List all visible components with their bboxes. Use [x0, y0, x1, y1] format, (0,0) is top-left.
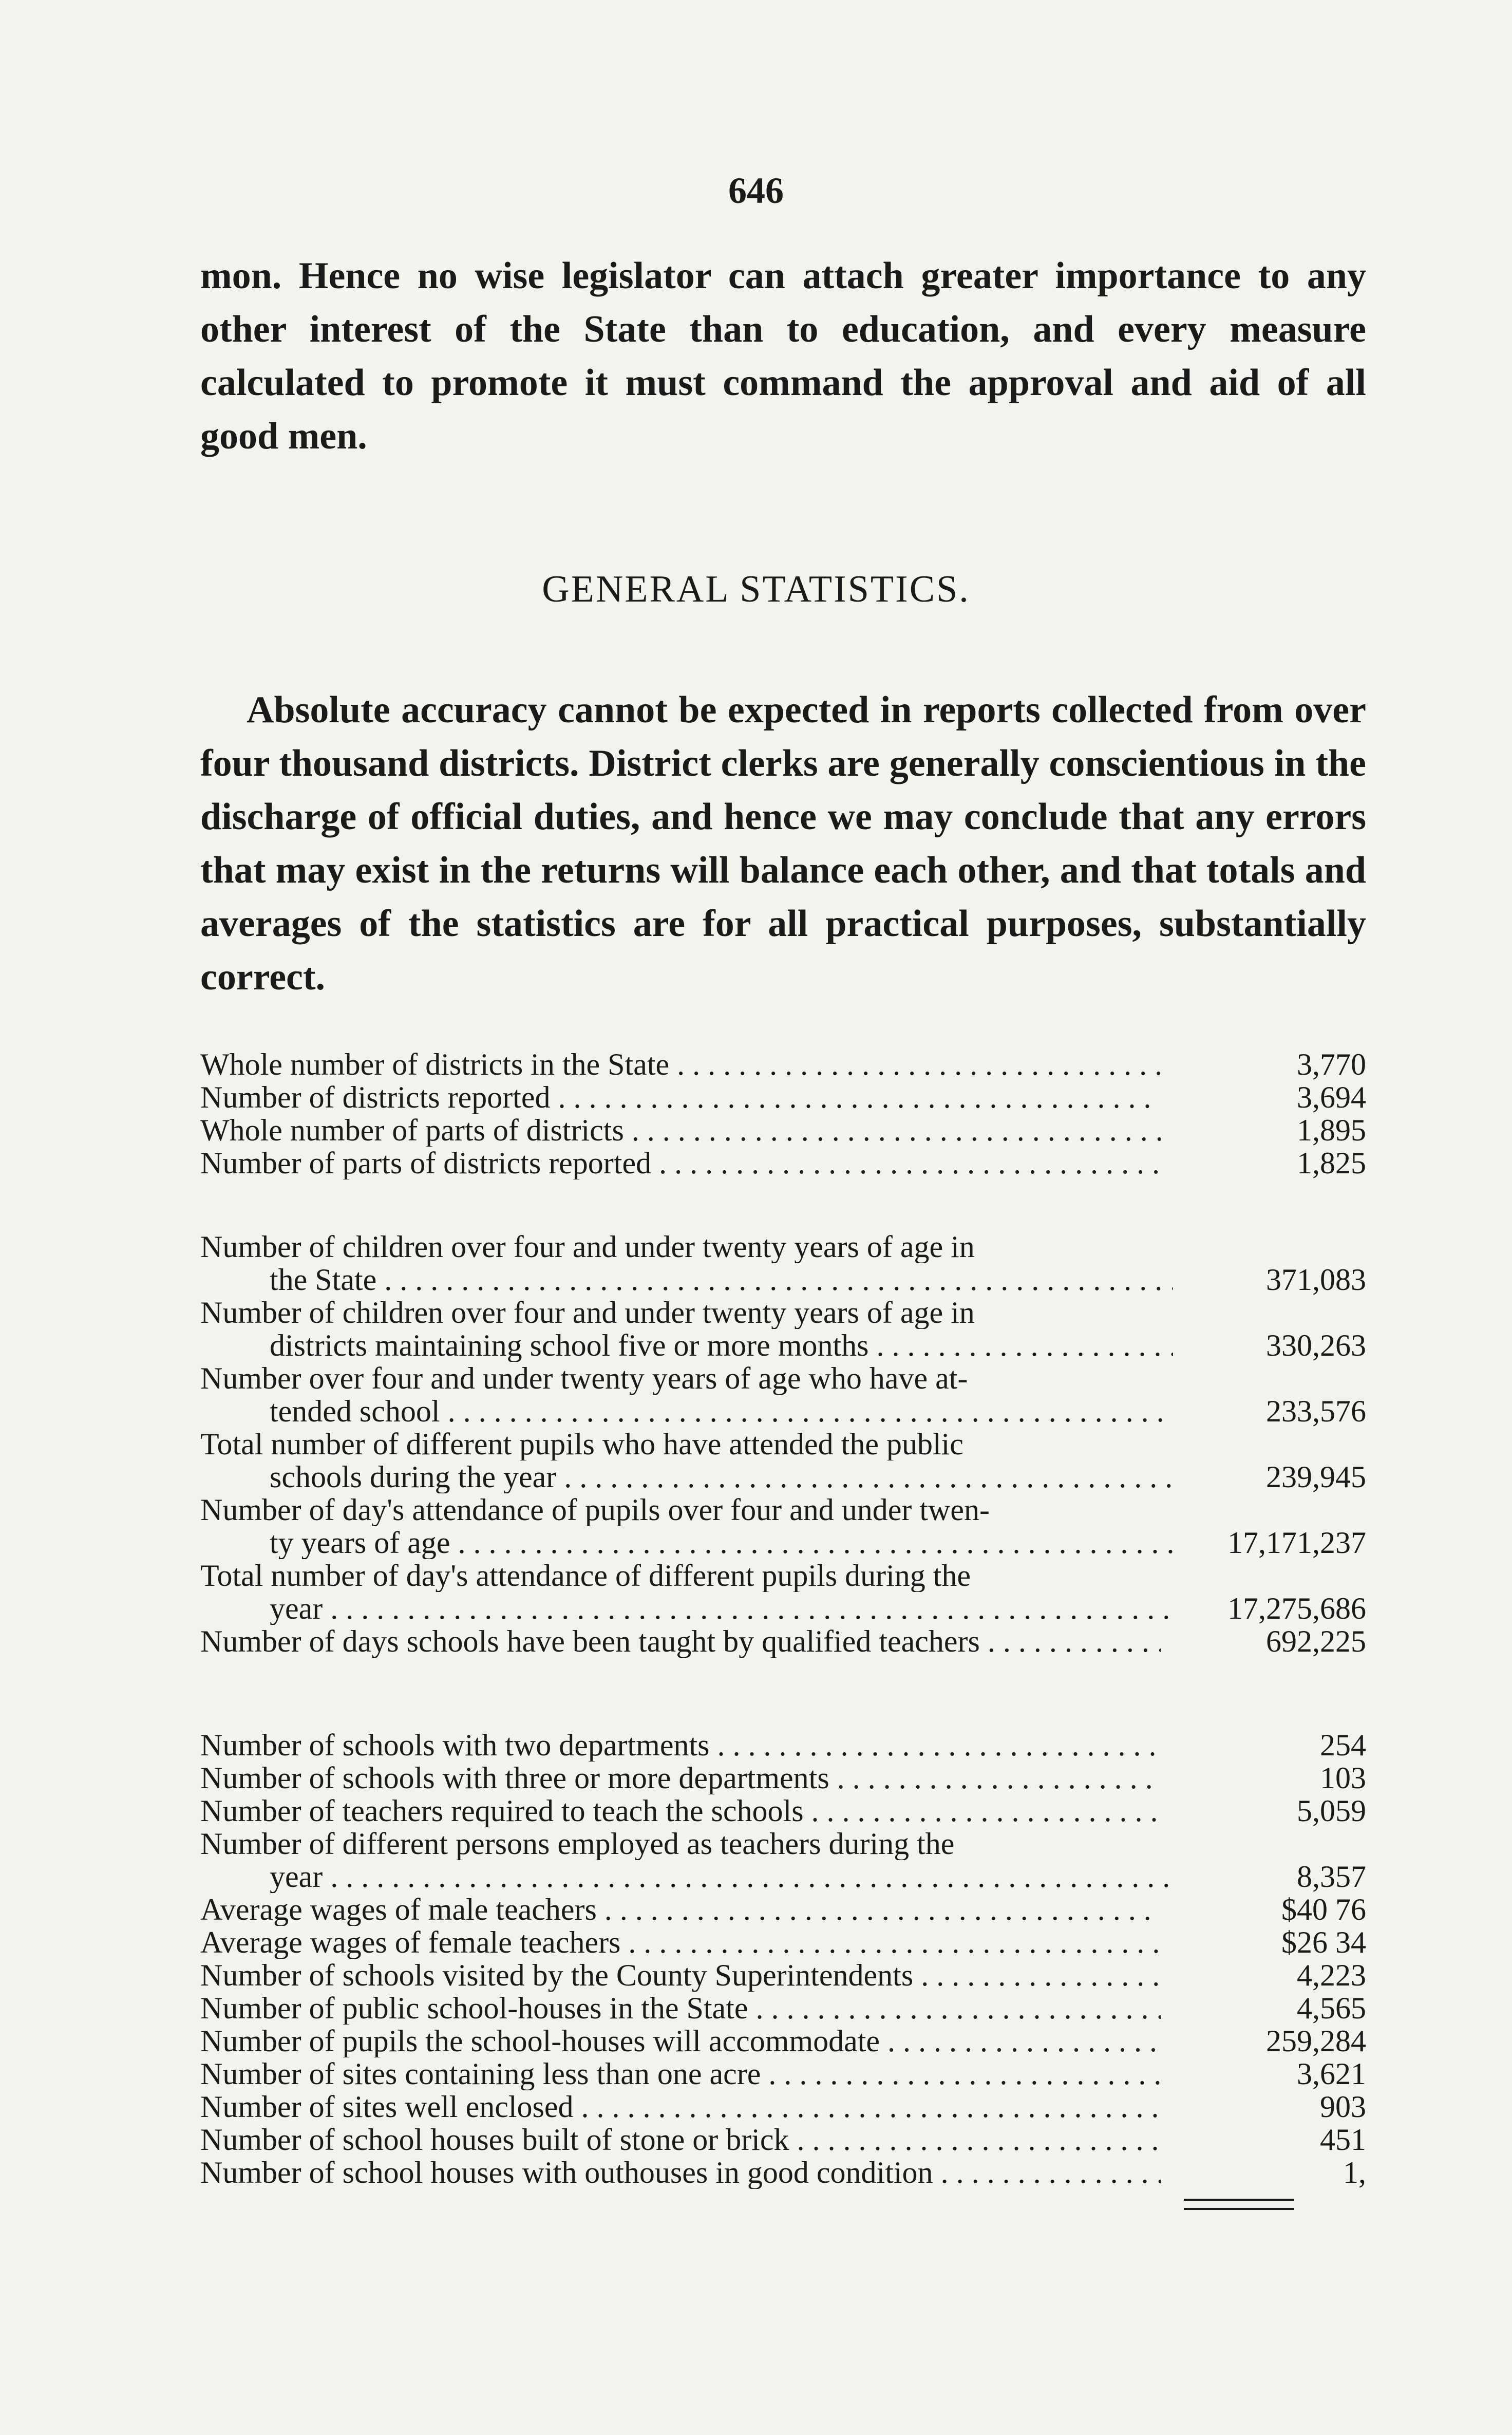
row-label: Number of schools visited by the County Superintendents . . . [200, 1959, 1161, 1992]
row-value: 1,895 [1297, 1113, 1366, 1147]
row-value: 233,576 [1266, 1394, 1366, 1428]
table-row [200, 1992, 1366, 2025]
table-row [200, 1592, 1366, 1625]
row-value: 1,825 [1297, 1146, 1366, 1180]
row-value: 239,945 [1266, 1460, 1366, 1494]
table-row-first-line [200, 1362, 1366, 1395]
row-label-continuation: tended school . . . [200, 1395, 1173, 1428]
row-value: 254 [1320, 1728, 1366, 1762]
table-row [200, 1114, 1366, 1147]
row-value: 8,357 [1297, 1860, 1366, 1894]
row-label: Number of school houses with outhouses in good condition . . . [200, 2156, 1161, 2189]
row-value: 3,770 [1297, 1047, 1366, 1081]
row-label: Whole number of districts in the State . . . [200, 1048, 1161, 1081]
row-label-continuation: ty years of age . . . [200, 1526, 1173, 1559]
table-row [200, 2156, 1366, 2189]
row-label: Number of districts reported . . . [200, 1081, 1161, 1114]
row-label: Number of schools with three or more departments . . . [200, 1762, 1161, 1794]
row-value: 3,694 [1297, 1080, 1366, 1114]
table-row [200, 2123, 1366, 2156]
row-value: 903 [1320, 2090, 1366, 2124]
row-label: Number of public school-houses in the State . . . [200, 1992, 1161, 2025]
table-row [200, 1263, 1366, 1296]
row-label: Total number of day's attendance of different pupils during the [200, 1559, 971, 1592]
row-label-continuation: schools during the year . . . [200, 1460, 1173, 1493]
table-row [200, 1395, 1366, 1428]
table-row [200, 1729, 1366, 1762]
row-value: 17,171,237 [1227, 1526, 1366, 1560]
row-value: 103 [1320, 1761, 1366, 1795]
row-label: Average wages of male teachers . . . [200, 1893, 1161, 1926]
table-row-first-line [200, 1428, 1366, 1460]
table-row-first-line [200, 1559, 1366, 1592]
body-paragraph: Absolute accuracy cannot be expected in reports collected from over four thousand districts. District clerks are generally conscientious in the discharge of official duties, and hence we may conclude that any errors that may exist in the returns will balance each other, and that totals and averages of the statistics are for all practical purposes, substantially correct. [200, 689, 1366, 998]
row-label: Number of different persons employed as teachers during the [200, 1827, 955, 1860]
schools-table [200, 1729, 1366, 2189]
row-value: 5,059 [1297, 1794, 1366, 1828]
table-row-first-line [200, 1827, 1366, 1860]
table-row-first-line [200, 1296, 1366, 1329]
row-value: 259,284 [1266, 2024, 1366, 2058]
table-row [200, 1460, 1366, 1493]
table-row [200, 1926, 1366, 1959]
row-value: $26 34 [1281, 1925, 1366, 1959]
row-label: Number over four and under twenty years of age who have at- [200, 1362, 968, 1395]
section-heading: GENERAL STATISTICS. [542, 568, 970, 610]
row-value: 17,275,686 [1227, 1591, 1366, 1625]
row-value: 371,083 [1266, 1263, 1366, 1297]
table-row [200, 1147, 1366, 1179]
row-label: Number of days schools have been taught by qualified teachers . . . [200, 1625, 1161, 1658]
table-row [200, 1081, 1366, 1114]
row-label: Number of pupils the school-houses will accommodate . . . [200, 2025, 1161, 2057]
row-label: Number of teachers required to teach the schools . . . [200, 1794, 1161, 1827]
table-row [200, 1048, 1366, 1081]
table-row [200, 1959, 1366, 1992]
row-label: Number of children over four and under twenty years of age in [200, 1296, 975, 1329]
table-row [200, 2090, 1366, 2123]
row-label-continuation: the State . . . [200, 1263, 1173, 1296]
row-label: Number of schools with two departments . . . [200, 1729, 1161, 1762]
table-row [200, 1860, 1366, 1893]
table-row [200, 1625, 1366, 1658]
attendance-table [200, 1230, 1366, 1658]
row-label: Whole number of parts of districts . . . [200, 1114, 1161, 1147]
table-row [200, 1329, 1366, 1362]
row-value: 4,565 [1297, 1991, 1366, 2025]
row-label: Number of children over four and under twenty years of age in [200, 1230, 975, 1263]
intro-paragraph: mon. Hence no wise legislator can attach greater importance to any other interest of the State than to education, and every measure calculated to promote it must command the approval and aid of all good men. [200, 255, 1366, 457]
table-row-first-line [200, 1230, 1366, 1263]
table-row [200, 1893, 1366, 1926]
row-label-continuation: districts maintaining school five or more months . . . [200, 1329, 1173, 1362]
total-double-rule [1184, 2199, 1294, 2210]
row-label-continuation: year . . . [200, 1592, 1173, 1625]
row-label: Number of sites containing less than one acre . . . [200, 2057, 1161, 2090]
table-row [200, 1526, 1366, 1559]
row-value: 1, [1343, 2156, 1366, 2189]
table-row-first-line [200, 1493, 1366, 1526]
row-value: 451 [1320, 2123, 1366, 2157]
row-value: 3,621 [1297, 2057, 1366, 2091]
row-label: Total number of different pupils who have attended the public [200, 1428, 963, 1460]
row-label: Number of day's attendance of pupils over four and under twen- [200, 1493, 990, 1526]
table-row [200, 2057, 1366, 2090]
row-label: Average wages of female teachers . . . [200, 1926, 1161, 1959]
table-row [200, 1762, 1366, 1794]
table-row [200, 2025, 1366, 2057]
page-number: 646 [728, 170, 784, 211]
row-label: Number of school houses built of stone or brick . . . [200, 2123, 1161, 2156]
row-value: 330,263 [1266, 1328, 1366, 1362]
row-label-continuation: year . . . [200, 1860, 1173, 1893]
row-label: Number of sites well enclosed . . . [200, 2090, 1161, 2123]
districts-table [200, 1048, 1366, 1179]
row-value: 692,225 [1266, 1624, 1366, 1658]
row-value: 4,223 [1297, 1958, 1366, 1992]
row-label: Number of parts of districts reported . . . [200, 1147, 1161, 1179]
row-value: $40 76 [1281, 1893, 1366, 1926]
table-row [200, 1794, 1366, 1827]
